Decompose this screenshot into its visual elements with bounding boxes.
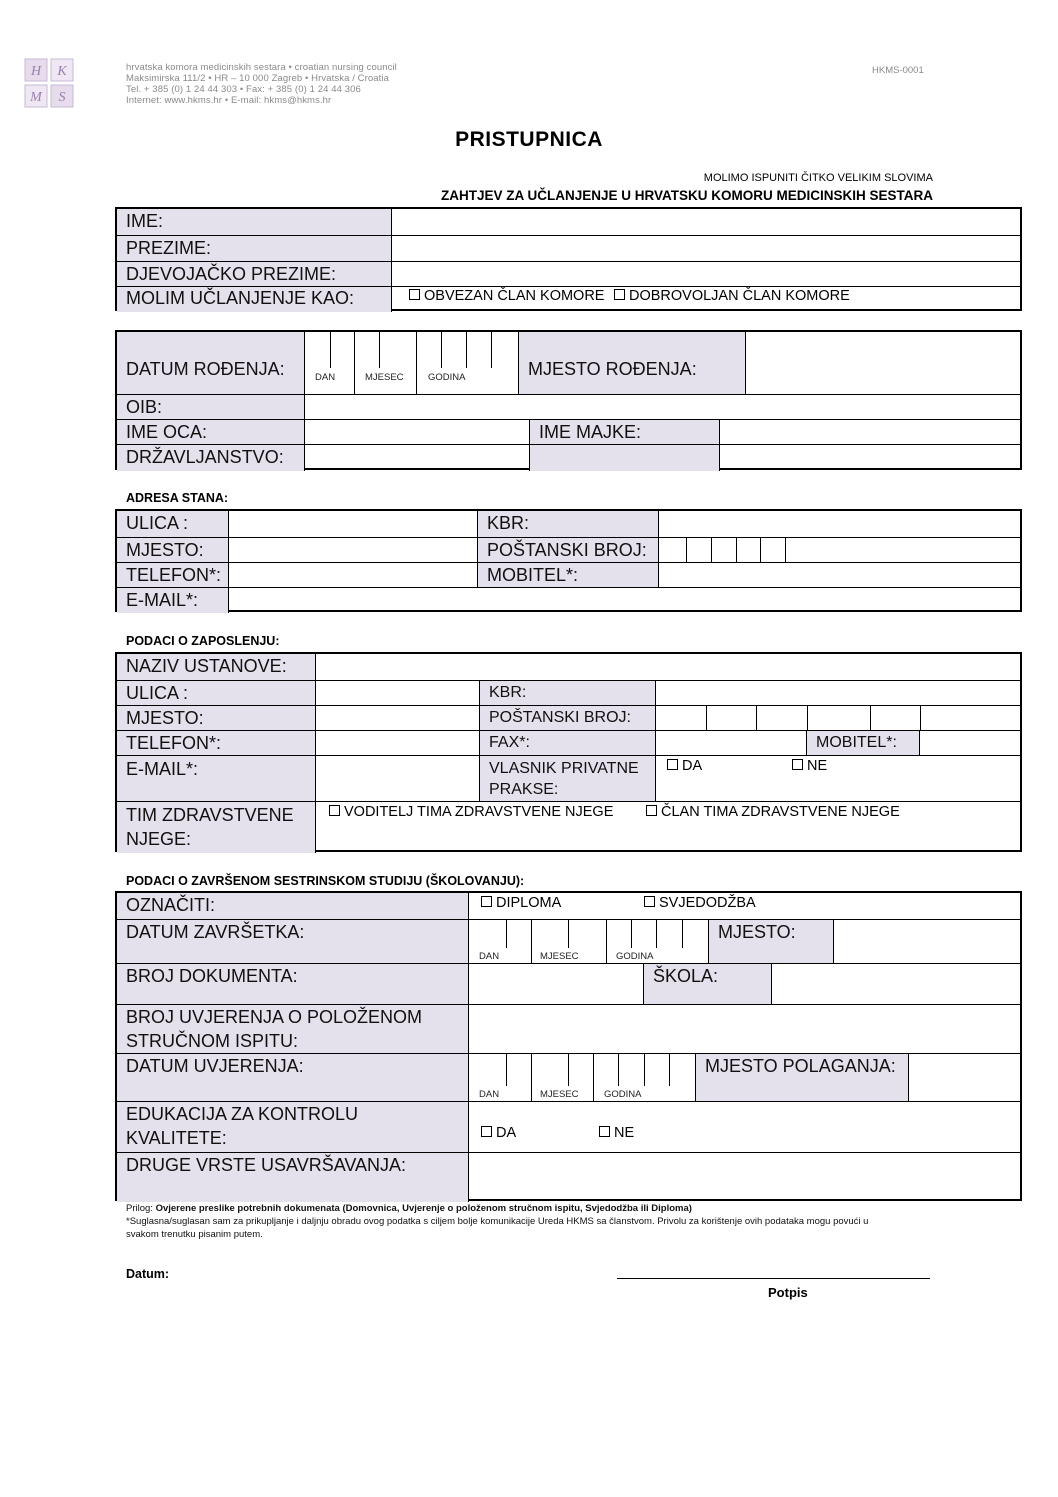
label-postanski-posao: POŠTANSKI BROJ: <box>489 709 631 726</box>
input-mjesto[interactable] <box>228 538 477 563</box>
label-naziv: NAZIV USTANOVE: <box>126 656 287 676</box>
checkbox-icon[interactable] <box>599 1126 610 1137</box>
label-mjesto-studij: MJESTO: <box>718 922 796 942</box>
checkbox-icon[interactable] <box>481 896 492 907</box>
opt-vlasnik-da-label: DA <box>682 758 703 774</box>
label-mobitel: MOBITEL*: <box>487 565 579 585</box>
opt-obvezan[interactable] <box>409 288 604 304</box>
input-ulica-posao[interactable] <box>315 681 479 706</box>
input-fax[interactable] <box>655 731 806 756</box>
row-edukacija <box>117 1101 1020 1153</box>
input-broj-uvjerenja[interactable] <box>468 1005 1020 1054</box>
label-datum-uvjerenja: DATUM UVJERENJA: <box>126 1056 304 1076</box>
label-telefon: TELEFON*: <box>126 565 222 585</box>
org-line: Maksimirska 111/2 • HR – 10 000 Zagreb • Hrvatska / Croatia <box>126 73 389 84</box>
row-naziv <box>117 654 1020 680</box>
label-broj-uvjerenja-1: BROJ UVJERENJA O POLOŽENOM <box>126 1007 423 1027</box>
opt-vlasnik-ne-label: NE <box>807 758 828 774</box>
logo-letter: M <box>30 90 42 105</box>
org-info <box>126 62 397 106</box>
label-oib: OIB: <box>126 397 163 417</box>
label-edukacija-2: KVALITETE: <box>126 1128 227 1148</box>
opt-voditelj[interactable] <box>329 804 613 820</box>
row-oznaciti <box>117 893 1020 919</box>
input-djevojacko[interactable] <box>391 262 1020 287</box>
row-molim <box>117 286 1020 312</box>
input-naziv[interactable] <box>315 654 1020 680</box>
input-blank[interactable] <box>719 445 1020 471</box>
label-dan: DAN <box>315 372 336 383</box>
input-mjesto-polaganja[interactable] <box>908 1054 1020 1102</box>
row-telefon <box>117 562 1020 588</box>
label-ime-majke: IME MAJKE: <box>539 422 642 442</box>
label-molim: MOLIM UČLANJENJE KAO: <box>126 288 355 308</box>
row-tim <box>117 801 1020 853</box>
opt-svjedodzba-label: SVJEDODŽBA <box>659 895 756 911</box>
prilog-label: Prilog: <box>126 1203 153 1214</box>
row-druge <box>117 1152 1020 1202</box>
personal-name-table <box>115 207 1022 311</box>
label-vlasnik-2: PRAKSE: <box>489 781 559 798</box>
form-title: PRISTUPNICA <box>455 128 603 151</box>
opt-clan-tima-label: ČLAN TIMA ZDRAVSTVENE NJEGE <box>661 804 900 820</box>
education-table <box>115 891 1022 1201</box>
label-broj-dokumenta: BROJ DOKUMENTA: <box>126 966 298 986</box>
row-email-posao <box>117 755 1020 802</box>
logo-letter: S <box>58 90 66 105</box>
label-potpis: Potpis <box>768 1285 808 1300</box>
input-mobitel-posao[interactable] <box>919 731 1020 756</box>
input-oib[interactable] <box>304 395 1020 420</box>
input-ime[interactable] <box>391 209 1020 235</box>
date-grid-zavrsetka[interactable] <box>468 920 708 964</box>
signature-line[interactable] <box>617 1278 930 1279</box>
input-email-posao[interactable] <box>315 756 479 802</box>
label-tim-2: NJEGE: <box>126 829 192 849</box>
label-telefon-posao: TELEFON*: <box>126 733 222 753</box>
row-drzavljanstvo <box>117 444 1020 471</box>
birth-info-table <box>115 330 1022 470</box>
org-line: Internet: www.hkms.hr • E-mail: hkms@hkms.hr <box>126 95 332 106</box>
label-mjesto-rodjenja: MJESTO ROĐENJA: <box>528 359 697 379</box>
label-datum: Datum: <box>126 1267 170 1281</box>
label-ime-oca: IME OCA: <box>126 422 208 442</box>
input-email[interactable] <box>228 588 1020 613</box>
footer-notes <box>126 1202 868 1241</box>
opt-clan-tima[interactable] <box>646 804 900 820</box>
doc-code: HKMS-0001 <box>872 65 924 76</box>
label-broj-uvjerenja-2: STRUČNOM ISPITU: <box>126 1031 299 1051</box>
label-edukacija-1: EDUKACIJA ZA KONTROLU <box>126 1104 359 1124</box>
label-djevojacko: DJEVOJAČKO PREZIME: <box>126 264 337 284</box>
row-datum-rodjenja <box>117 332 1020 394</box>
input-druge[interactable] <box>468 1153 1020 1202</box>
row-broj-dokumenta <box>117 963 1020 1005</box>
label-skola: ŠKOLA: <box>653 966 719 986</box>
input-mobitel[interactable] <box>658 563 1020 588</box>
heading-zaposlenje: PODACI O ZAPOSLENJU: <box>126 634 280 648</box>
heading-adresa: ADRESA STANA: <box>126 491 229 505</box>
label-email: E-MAIL*: <box>126 590 199 610</box>
opt-voditelj-label: VODITELJ TIMA ZDRAVSTVENE NJEGE <box>344 804 614 820</box>
label-mjesec: MJESEC <box>540 951 579 962</box>
input-ime-oca[interactable] <box>304 420 529 445</box>
date-grid-rodjenja[interactable] <box>304 332 518 394</box>
prilog-text: Ovjerene preslike potrebnih dokumenata (Domovnica, Uvjerenje o položenom stručnom ispitu, Svjedodžba ili Diploma) <box>155 1203 692 1214</box>
label-kbr: KBR: <box>487 513 530 533</box>
input-drzavljanstvo[interactable] <box>304 445 529 471</box>
checkbox-icon[interactable] <box>792 759 803 770</box>
opt-svjedodzba[interactable] <box>644 895 756 911</box>
label-datum-zavrsetka: DATUM ZAVRŠETKA: <box>126 922 305 942</box>
label-mjesto-posao: MJESTO: <box>126 708 204 728</box>
opt-dobrovoljan-label: DOBROVOLJAN ČLAN KOMORE <box>629 288 850 304</box>
row-email <box>117 587 1020 613</box>
fill-instruction: MOLIMO ISPUNITI ČITKO VELIKIM SLOVIMA <box>703 172 933 184</box>
label-mjesto-polaganja: MJESTO POLAGANJA: <box>705 1056 896 1076</box>
checkbox-icon[interactable] <box>667 759 678 770</box>
input-skola[interactable] <box>771 964 1020 1005</box>
row-ime <box>117 209 1020 235</box>
row-ulica <box>117 511 1020 537</box>
opt-obvezan-label: OBVEZAN ČLAN KOMORE <box>424 288 605 304</box>
label-datum-rodjenja: DATUM ROĐENJA: <box>126 359 285 379</box>
row-mjesto-posao <box>117 705 1020 731</box>
label-druge: DRUGE VRSTE USAVRŠAVANJA: <box>126 1155 407 1175</box>
logo-letter: H <box>30 64 42 79</box>
label-tim-1: TIM ZDRAVSTVENE <box>126 805 294 825</box>
row-broj-uvjerenja <box>117 1004 1020 1054</box>
opt-edukacija-ne[interactable] <box>599 1125 634 1141</box>
label-ime: IME: <box>126 211 164 231</box>
postal-code-grid-posao[interactable] <box>655 706 1020 731</box>
consent-note: *Suglasna/suglasan sam za prikupljanje i daljnju obradu ovog podatka s ciljem bolje komunikacije Ureda HKMS sa članstvom. Privolu za korištenje ovih podataka mogu povući u <box>126 1216 869 1227</box>
prilog-line <box>126 1202 868 1215</box>
input-broj-dokumenta[interactable] <box>468 964 643 1005</box>
label-email-posao: E-MAIL*: <box>126 759 199 779</box>
label-godina: GODINA <box>616 951 654 962</box>
row-djevojacko <box>117 261 1020 287</box>
input-prezime[interactable] <box>391 236 1020 262</box>
row-ulica-posao <box>117 680 1020 706</box>
checkbox-icon[interactable] <box>644 896 655 907</box>
label-dan: DAN <box>479 1089 500 1100</box>
label-ulica-posao: ULICA : <box>126 683 189 703</box>
heading-studij: PODACI O ZAVRŠENOM SESTRINSKOM STUDIJU (ŠKOLOVANJU): <box>126 874 525 888</box>
label-oznaciti: OZNAČITI: <box>126 895 215 915</box>
checkbox-icon[interactable] <box>481 1126 492 1137</box>
opt-vlasnik-da[interactable] <box>667 758 702 774</box>
row-mjesto <box>117 537 1020 563</box>
opt-vlasnik-ne[interactable] <box>792 758 827 774</box>
row-oib <box>117 394 1020 420</box>
row-telefon-posao <box>117 730 1020 756</box>
label-drzavljanstvo: DRŽAVLJANSTVO: <box>126 447 284 467</box>
label-fax: FAX*: <box>489 734 530 751</box>
input-kbr[interactable] <box>658 511 1020 537</box>
checkbox-icon[interactable] <box>646 805 657 816</box>
employment-table <box>115 652 1022 852</box>
address-table <box>115 509 1022 612</box>
row-prezime <box>117 235 1020 262</box>
label-mobitel-posao: MOBITEL*: <box>816 734 897 751</box>
hkms-logo <box>24 58 74 108</box>
label-kbr-posao: KBR: <box>489 684 527 701</box>
label-dan: DAN <box>479 951 500 962</box>
input-ime-majke[interactable] <box>719 420 1020 445</box>
label-mjesto: MJESTO: <box>126 540 204 560</box>
opt-edukacija-da-label: DA <box>496 1125 517 1141</box>
label-godina: GODINA <box>428 372 466 383</box>
checkbox-icon[interactable] <box>409 289 420 300</box>
input-mjesto-studij[interactable] <box>833 920 1020 964</box>
label-postanski: POŠTANSKI BROJ: <box>487 540 647 560</box>
date-grid-uvjerenja[interactable] <box>468 1054 695 1102</box>
row-datum-zavrsetka <box>117 919 1020 964</box>
label-godina: GODINA <box>604 1089 642 1100</box>
opt-diploma[interactable] <box>481 895 561 911</box>
org-line: Tel. + 385 (0) 1 24 44 303 • Fax: + 385 (0) 1 24 44 306 <box>126 84 361 95</box>
row-roditelji <box>117 419 1020 445</box>
input-telefon-posao[interactable] <box>315 731 479 756</box>
checkbox-icon[interactable] <box>329 805 340 816</box>
row-datum-uvjerenja <box>117 1053 1020 1102</box>
label-vlasnik-1: VLASNIK PRIVATNE <box>489 760 639 777</box>
input-mjesto-posao[interactable] <box>315 706 479 731</box>
opt-edukacija-ne-label: NE <box>614 1125 635 1141</box>
label-prezime: PREZIME: <box>126 238 212 258</box>
input-ulica[interactable] <box>228 511 477 537</box>
input-telefon[interactable] <box>228 563 477 588</box>
input-kbr-posao[interactable] <box>655 681 1020 706</box>
checkbox-icon[interactable] <box>614 289 625 300</box>
org-line: hrvatska komora medicinskih sestara • croatian nursing council <box>126 62 397 73</box>
label-mjesec: MJESEC <box>540 1089 579 1100</box>
opt-diploma-label: DIPLOMA <box>496 895 562 911</box>
form-subtitle: ZAHTJEV ZA UČLANJENJE U HRVATSKU KOMORU MEDICINSKIH SESTARA <box>440 188 933 203</box>
postal-code-grid[interactable] <box>658 538 1020 563</box>
opt-edukacija-da[interactable] <box>481 1125 516 1141</box>
label-ulica: ULICA : <box>126 513 189 533</box>
label-mjesec: MJESEC <box>365 372 404 383</box>
logo-letter: K <box>57 64 67 79</box>
consent-note-2: svakom trenutku pisanim putem. <box>126 1229 263 1240</box>
opt-dobrovoljan[interactable] <box>614 288 850 304</box>
input-mjesto-rodjenja[interactable] <box>745 332 1020 394</box>
